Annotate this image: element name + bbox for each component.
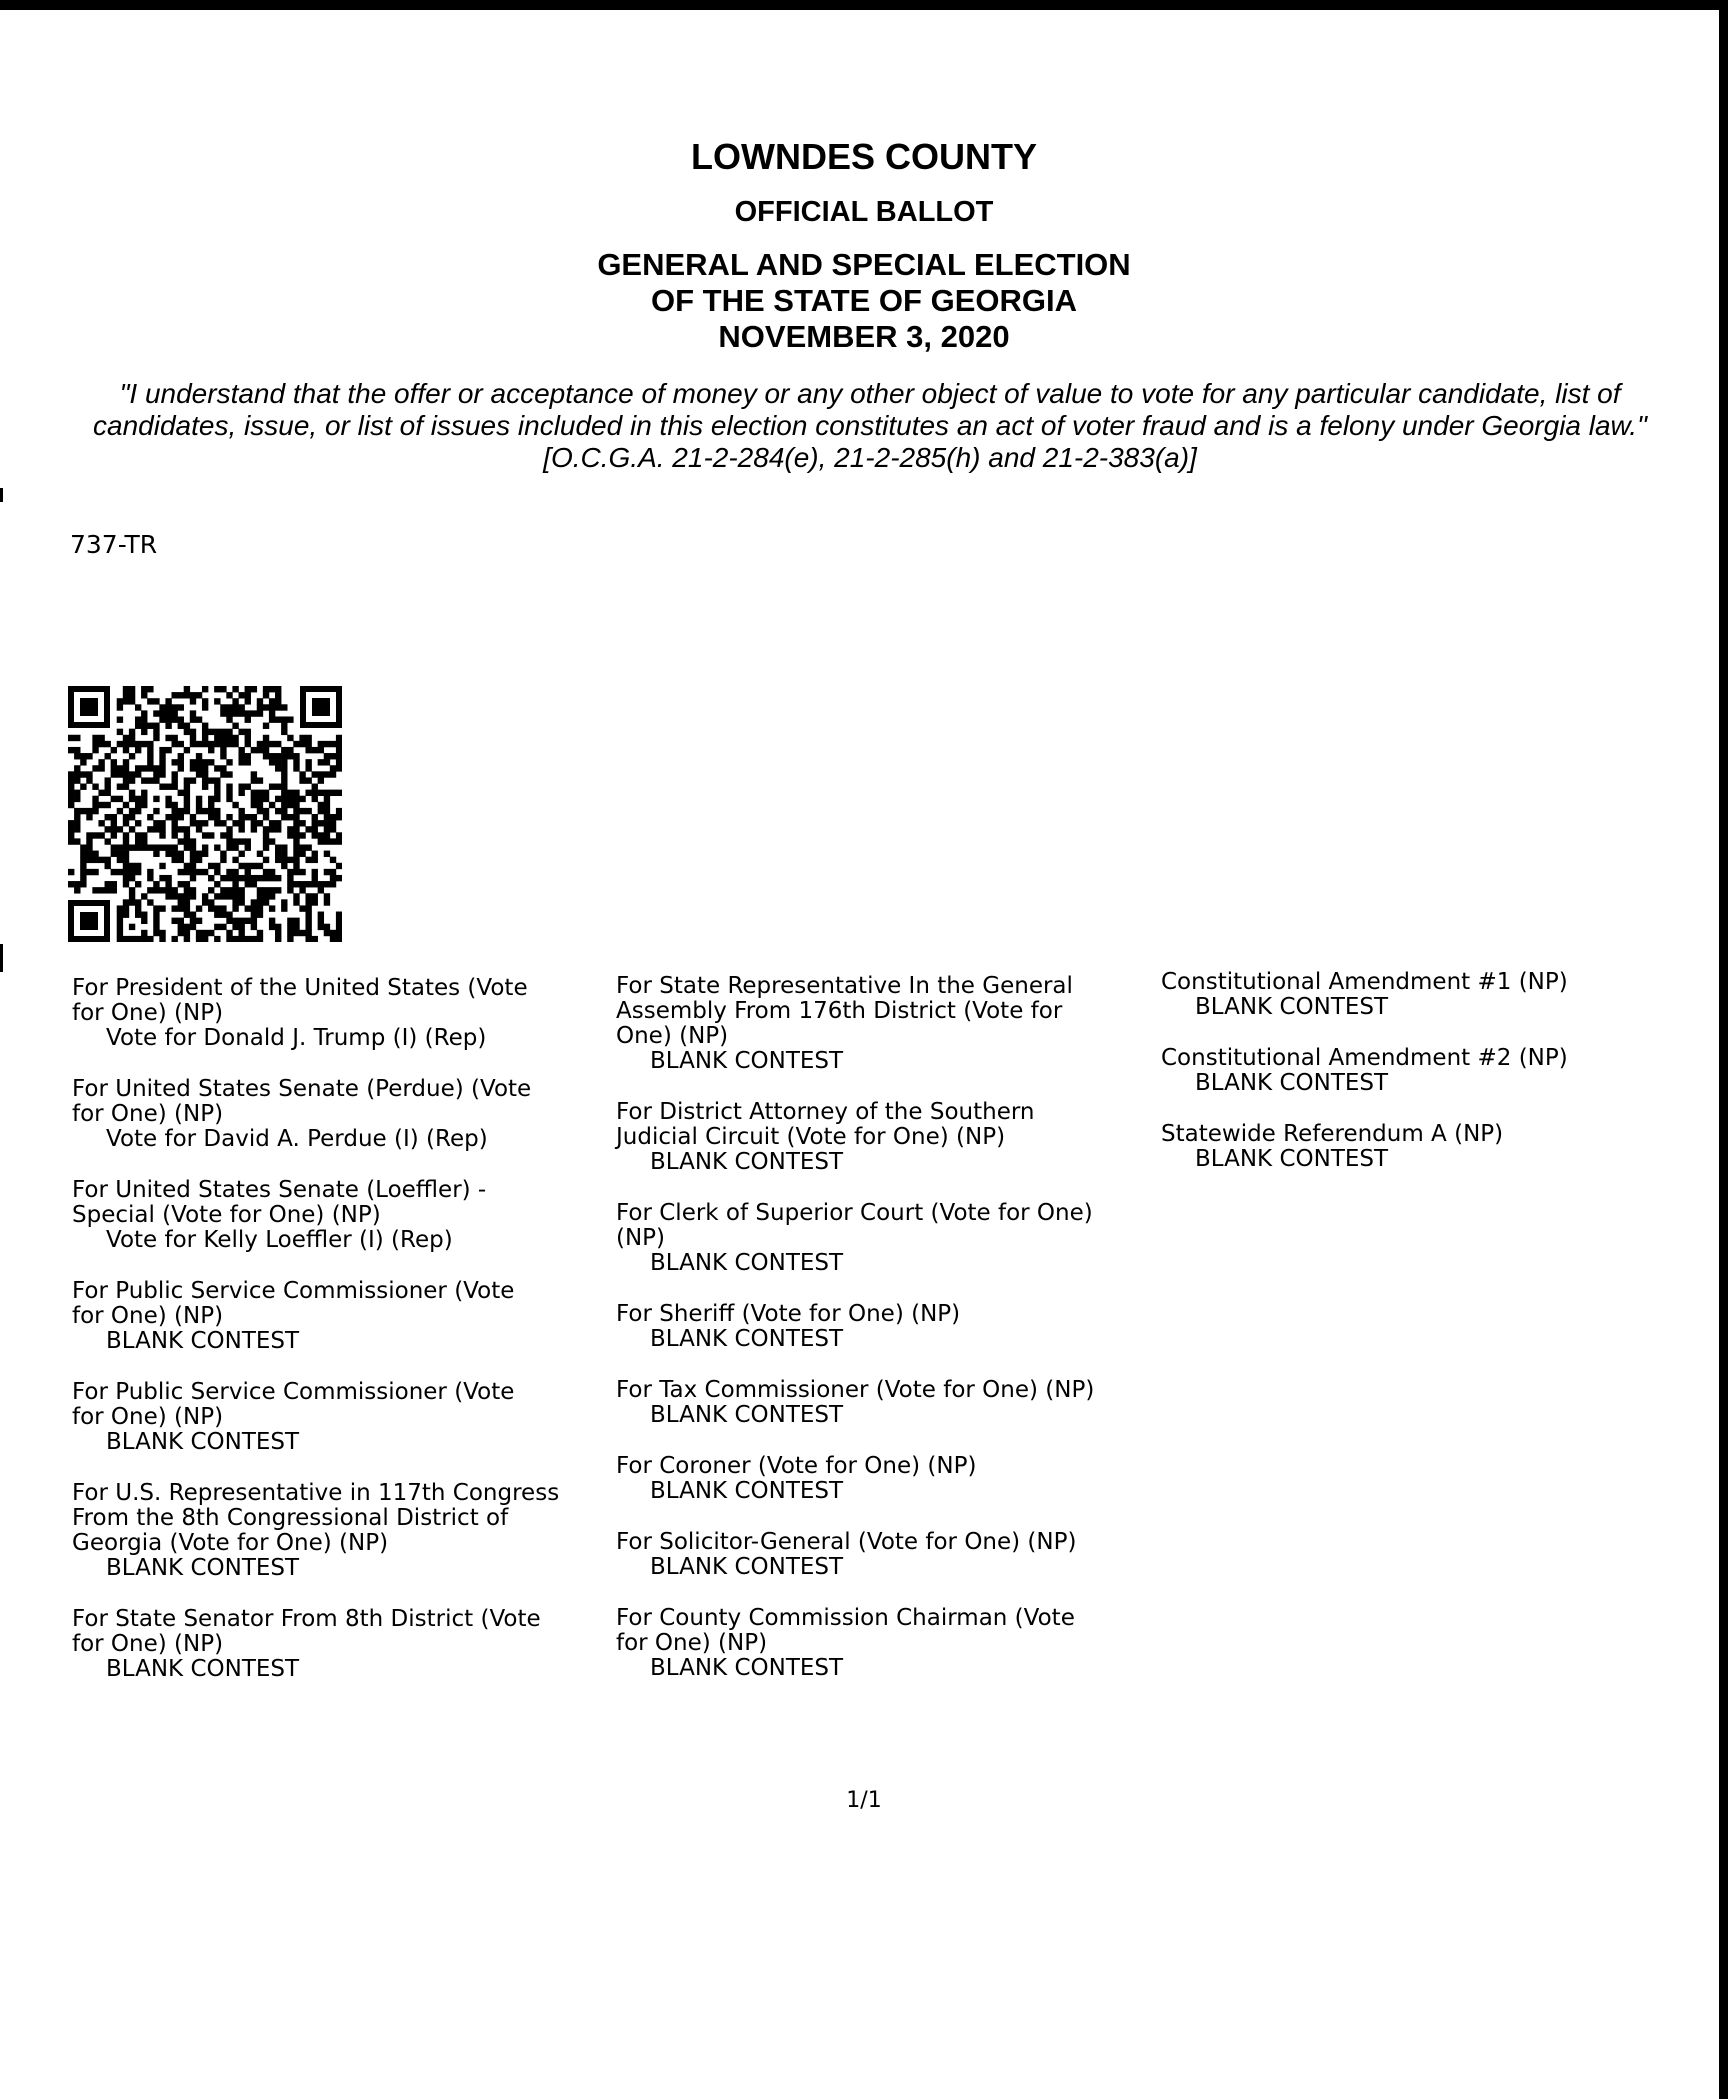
ballot-contest [72,1178,612,1253]
contest-title: For United States Senate (Perdue) (Vote for One) (NP) [72,1076,532,1127]
ballot-contest [616,1378,1156,1428]
contest-title: For President of the United States (Vote for One) (NP) [72,975,528,1026]
contest-selection: BLANK CONTEST [650,1478,844,1504]
ballot-contest [616,1530,1156,1580]
ballot-contest [616,1100,1156,1175]
contest-title: For Public Service Commissioner (Vote for One) (NP) [72,1278,515,1329]
contest-title: Statewide Referendum A (NP) [1161,1121,1504,1147]
contest-selection: BLANK CONTEST [650,1402,844,1428]
contest-selection: BLANK CONTEST [650,1048,844,1074]
ballot-contest [72,1481,612,1581]
ballot-contest [1161,1046,1681,1096]
contest-title: For County Commission Chairman (Vote for One) (NP) [616,1605,1075,1656]
county-title: LOWNDES COUNTY [691,136,1037,177]
contest-selection: BLANK CONTEST [650,1554,844,1580]
contest-selection: BLANK CONTEST [106,1555,300,1581]
contest-selection: BLANK CONTEST [650,1326,844,1352]
ballot-contest [1161,970,1681,1020]
ballot-contest [616,1302,1156,1352]
contest-title: For State Senator From 8th District (Vote for One) (NP) [72,1606,541,1657]
contest-selection: BLANK CONTEST [650,1250,844,1276]
ballot-style-code: 737-TR [70,530,158,559]
ballot-contest [72,976,612,1051]
ballot-contest [616,974,1156,1074]
contest-selection: BLANK CONTEST [1195,1070,1389,1096]
election-line-2: OF THE STATE OF GEORGIA [651,283,1077,318]
contest-selection: Vote for Donald J. Trump (I) (Rep) [106,1025,487,1051]
election-date: NOVEMBER 3, 2020 [718,319,1010,354]
ballot-contest [616,1454,1156,1504]
contest-selection: Vote for Kelly Loeffler (I) (Rep) [106,1227,453,1253]
ballot-contest [72,1279,612,1354]
scan-edge-mark [0,944,3,972]
contest-title: For Sheriff (Vote for One) (NP) [616,1301,961,1327]
contest-selection: BLANK CONTEST [650,1149,844,1175]
contest-selection: BLANK CONTEST [106,1656,300,1682]
election-title [0,247,1728,355]
contest-selection: BLANK CONTEST [106,1328,300,1354]
ballot-contest [616,1606,1156,1681]
contest-selection: BLANK CONTEST [106,1429,300,1455]
ballot-contest [72,1380,612,1455]
contest-column-2 [616,974,1156,1707]
qr-code [68,686,342,942]
ballot-contest [72,1077,612,1152]
contest-selection: BLANK CONTEST [1195,1146,1389,1172]
contest-column-3 [1161,970,1681,1198]
scan-border-top [0,0,1728,10]
contest-title: For United States Senate (Loeffler) - Special (Vote for One) (NP) [72,1177,487,1228]
election-line-1: GENERAL AND SPECIAL ELECTION [597,247,1131,282]
contest-column-1 [72,976,612,1708]
contest-selection: BLANK CONTEST [1195,994,1389,1020]
ballot-type: OFFICIAL BALLOT [734,196,994,228]
contest-title: Constitutional Amendment #1 (NP) [1161,969,1568,995]
contest-title: Constitutional Amendment #2 (NP) [1161,1045,1568,1071]
contest-selection: Vote for David A. Perdue (I) (Rep) [106,1126,488,1152]
contest-title: For Clerk of Superior Court (Vote for One) (NP) [616,1200,1093,1251]
contest-selection: BLANK CONTEST [650,1655,844,1681]
ballot-contest [72,1607,612,1682]
ballot-contest [1161,1122,1681,1172]
contest-title: For District Attorney of the Southern Judicial Circuit (Vote for One) (NP) [616,1099,1035,1150]
contest-title: For U.S. Representative in 117th Congress From the 8th Congressional District of Georgia (Vote for One) (NP) [72,1480,560,1556]
voter-fraud-notice: "I understand that the offer or acceptance of money or any other object of value to vote for any particular candidate, list of candidates, issue, or list of issues included in this election constitutes an act of voter fraud and is a felony under Georgia law." [O.C.G.A. 21-2-284(e), 21-2-285(h) and 21-2-383(a)] [93,378,1647,473]
contest-title: For Public Service Commissioner (Vote for One) (NP) [72,1379,515,1430]
scan-edge-mark [0,488,3,502]
contest-title: For Solicitor-General (Vote for One) (NP) [616,1529,1077,1555]
contest-title: For Tax Commissioner (Vote for One) (NP) [616,1377,1095,1403]
contest-title: For Coroner (Vote for One) (NP) [616,1453,977,1479]
ballot-contest [616,1201,1156,1276]
page-number: 1/1 [846,1788,882,1813]
contest-title: For State Representative In the General Assembly From 176th District (Vote for One) (NP) [616,973,1073,1049]
